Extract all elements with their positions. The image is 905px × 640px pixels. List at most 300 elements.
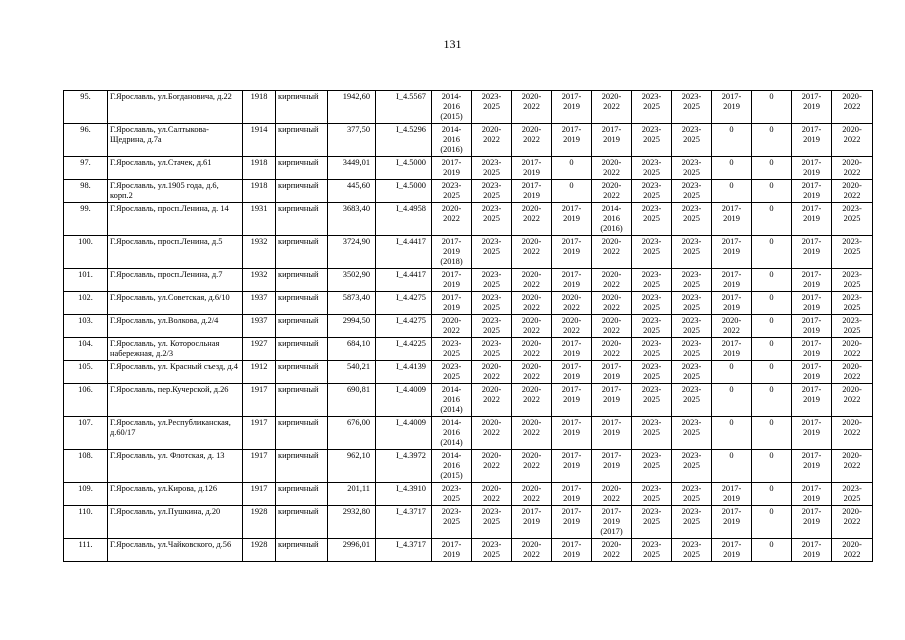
address-cell: Г.Ярославль, ул.Республиканская, д.60/17 xyxy=(108,417,243,450)
period-cell: 2017-2019 xyxy=(712,269,752,292)
address-cell: Г.Ярославль, ул.1905 года, д.6, корп.2 xyxy=(108,180,243,203)
period-cell: 0 xyxy=(752,157,792,180)
period-cell: 2017-2019 xyxy=(792,124,832,157)
period-cell: 2023-2025 xyxy=(472,506,512,539)
period-cell: 2017-2019 xyxy=(792,315,832,338)
period-cell: 2023-2025 xyxy=(472,292,512,315)
period-cell: 2014-2016 (2014) xyxy=(432,417,472,450)
period-cell: 2023-2025 xyxy=(472,236,512,269)
period-cell: 2020-2022 xyxy=(512,91,552,124)
year-cell: 1918 xyxy=(243,180,276,203)
period-cell: 0 xyxy=(552,157,592,180)
period-cell: 2020-2022 xyxy=(592,338,632,361)
period-cell: 2020-2022 xyxy=(832,91,873,124)
row-number-cell: 110. xyxy=(64,506,108,539)
period-cell: 0 xyxy=(712,417,752,450)
row-number-cell: 104. xyxy=(64,338,108,361)
period-cell: 0 xyxy=(752,506,792,539)
period-cell: 2017-2019 xyxy=(552,361,592,384)
row-number-cell: 106. xyxy=(64,384,108,417)
table-row xyxy=(64,124,873,157)
period-cell: 2017-2019 xyxy=(592,361,632,384)
period-cell: 2023-2025 xyxy=(632,203,672,236)
period-cell: 2023-2025 xyxy=(672,91,712,124)
table-row xyxy=(64,483,873,506)
period-cell: 2023-2025 xyxy=(672,292,712,315)
address-cell: Г.Ярославль, ул.Волкова, д.2/4 xyxy=(108,315,243,338)
area-cell: 3683,40 xyxy=(328,203,376,236)
area-cell: 5873,40 xyxy=(328,292,376,315)
table-body xyxy=(64,91,873,562)
period-cell: 2023-2025 xyxy=(632,417,672,450)
year-cell: 1932 xyxy=(243,236,276,269)
period-cell: 2023-2025 xyxy=(672,417,712,450)
period-cell: 2017-2019 xyxy=(512,506,552,539)
period-cell: 2020-2022 xyxy=(512,236,552,269)
period-cell: 2023-2025 xyxy=(632,269,672,292)
period-cell: 2017-2019 xyxy=(592,450,632,483)
period-cell: 2023-2025 xyxy=(672,483,712,506)
year-cell: 1931 xyxy=(243,203,276,236)
area-cell: 2994,50 xyxy=(328,315,376,338)
area-cell: 684,10 xyxy=(328,338,376,361)
material-cell: кирпичный xyxy=(276,384,328,417)
period-cell: 2020-2022 xyxy=(592,292,632,315)
material-cell: кирпичный xyxy=(276,91,328,124)
period-cell: 2023-2025 xyxy=(632,236,672,269)
code-cell: I_4.4417 xyxy=(376,236,432,269)
year-cell: 1914 xyxy=(243,124,276,157)
period-cell: 2023-2025 xyxy=(632,91,672,124)
material-cell: кирпичный xyxy=(276,338,328,361)
period-cell: 2020-2022 xyxy=(592,539,632,562)
period-cell: 2020-2022 xyxy=(512,483,552,506)
period-cell: 0 xyxy=(712,157,752,180)
period-cell: 2020-2022 xyxy=(512,292,552,315)
period-cell: 2023-2025 xyxy=(672,180,712,203)
code-cell: I_4.4225 xyxy=(376,338,432,361)
period-cell: 2014-2016 (2016) xyxy=(592,203,632,236)
period-cell: 2023-2025 xyxy=(632,384,672,417)
address-cell: Г.Ярославль, ул.Салтыкова-Щедрина, д.7а xyxy=(108,124,243,157)
period-cell: 2020-2022 xyxy=(512,338,552,361)
period-cell: 2020-2022 xyxy=(592,236,632,269)
period-cell: 2017-2019 xyxy=(792,157,832,180)
year-cell: 1932 xyxy=(243,269,276,292)
period-cell: 2023-2025 xyxy=(632,124,672,157)
period-cell: 2020-2022 xyxy=(832,124,873,157)
period-cell: 2020-2022 xyxy=(472,124,512,157)
period-cell: 2020-2022 xyxy=(512,384,552,417)
period-cell: 2023-2025 xyxy=(672,384,712,417)
period-cell: 2023-2025 xyxy=(472,157,512,180)
period-cell: 2020-2022 xyxy=(832,417,873,450)
period-cell: 2020-2022 xyxy=(552,292,592,315)
period-cell: 2017-2019 xyxy=(432,269,472,292)
material-cell: кирпичный xyxy=(276,450,328,483)
row-number-cell: 100. xyxy=(64,236,108,269)
period-cell: 2017-2019 xyxy=(552,91,592,124)
table-row xyxy=(64,315,873,338)
area-cell: 3502,90 xyxy=(328,269,376,292)
material-cell: кирпичный xyxy=(276,124,328,157)
period-cell: 2023-2025 xyxy=(472,269,512,292)
year-cell: 1918 xyxy=(243,91,276,124)
row-number-cell: 103. xyxy=(64,315,108,338)
period-cell: 2020-2022 xyxy=(832,450,873,483)
period-cell: 2023-2025 xyxy=(632,450,672,483)
row-number-cell: 105. xyxy=(64,361,108,384)
period-cell: 2017-2019 xyxy=(552,269,592,292)
period-cell: 2017-2019 xyxy=(712,483,752,506)
table-row xyxy=(64,269,873,292)
code-cell: I_4.4958 xyxy=(376,203,432,236)
period-cell: 2023-2025 xyxy=(432,483,472,506)
area-cell: 676,00 xyxy=(328,417,376,450)
period-cell: 2023-2025 xyxy=(632,180,672,203)
period-cell: 0 xyxy=(752,361,792,384)
period-cell: 2017-2019 xyxy=(712,539,752,562)
period-cell: 2017-2019 xyxy=(792,236,832,269)
period-cell: 2023-2025 xyxy=(472,338,512,361)
period-cell: 2023-2025 xyxy=(672,157,712,180)
period-cell: 2017-2019 xyxy=(552,203,592,236)
period-cell: 2017-2019 xyxy=(712,203,752,236)
period-cell: 2023-2025 xyxy=(472,180,512,203)
code-cell: I_4.4009 xyxy=(376,417,432,450)
area-cell: 3449,01 xyxy=(328,157,376,180)
address-cell: Г.Ярославль, ул.Пушкина, д.20 xyxy=(108,506,243,539)
year-cell: 1917 xyxy=(243,450,276,483)
year-cell: 1917 xyxy=(243,483,276,506)
address-cell: Г.Ярославль, пер.Кучерской, д.26 xyxy=(108,384,243,417)
period-cell: 2017-2019 xyxy=(792,384,832,417)
period-cell: 2023-2025 xyxy=(832,236,873,269)
period-cell: 2023-2025 xyxy=(672,236,712,269)
period-cell: 0 xyxy=(752,450,792,483)
period-cell: 0 xyxy=(752,292,792,315)
housing-table xyxy=(63,90,873,562)
area-cell: 540,21 xyxy=(328,361,376,384)
address-cell: Г.Ярославль, ул. Которосльная набережная, д.2/3 xyxy=(108,338,243,361)
material-cell: кирпичный xyxy=(276,157,328,180)
period-cell: 2020-2022 xyxy=(592,269,632,292)
period-cell: 2017-2019 xyxy=(552,338,592,361)
period-cell: 2023-2025 xyxy=(832,292,873,315)
period-cell: 0 xyxy=(752,203,792,236)
row-number-cell: 98. xyxy=(64,180,108,203)
code-cell: I_4.5000 xyxy=(376,180,432,203)
address-cell: Г.Ярославль, ул.Чайковского, д.56 xyxy=(108,539,243,562)
period-cell: 2020-2022 xyxy=(512,450,552,483)
table-row xyxy=(64,384,873,417)
period-cell: 2023-2025 xyxy=(472,91,512,124)
period-cell: 2020-2022 xyxy=(592,315,632,338)
period-cell: 2014-2016 (2016) xyxy=(432,124,472,157)
code-cell: I_4.3717 xyxy=(376,539,432,562)
table-row xyxy=(64,338,873,361)
period-cell: 2023-2025 xyxy=(432,180,472,203)
year-cell: 1927 xyxy=(243,338,276,361)
material-cell: кирпичный xyxy=(276,539,328,562)
period-cell: 2023-2025 xyxy=(632,361,672,384)
period-cell: 2023-2025 xyxy=(632,315,672,338)
period-cell: 2020-2022 xyxy=(512,361,552,384)
area-cell: 690,81 xyxy=(328,384,376,417)
period-cell: 2014-2016 (2015) xyxy=(432,91,472,124)
period-cell: 2023-2025 xyxy=(472,203,512,236)
period-cell: 2023-2025 xyxy=(672,124,712,157)
year-cell: 1917 xyxy=(243,384,276,417)
row-number-cell: 109. xyxy=(64,483,108,506)
row-number-cell: 111. xyxy=(64,539,108,562)
period-cell: 0 xyxy=(752,539,792,562)
period-cell: 2017-2019 xyxy=(552,236,592,269)
period-cell: 2017-2019 xyxy=(712,506,752,539)
period-cell: 0 xyxy=(752,417,792,450)
row-number-cell: 108. xyxy=(64,450,108,483)
period-cell: 2017-2019 xyxy=(792,539,832,562)
period-cell: 2020-2022 xyxy=(832,506,873,539)
period-cell: 2020-2022 xyxy=(592,180,632,203)
period-cell: 2023-2025 xyxy=(432,338,472,361)
material-cell: кирпичный xyxy=(276,292,328,315)
period-cell: 2020-2022 xyxy=(432,315,472,338)
material-cell: кирпичный xyxy=(276,417,328,450)
period-cell: 0 xyxy=(752,91,792,124)
period-cell: 2017-2019 xyxy=(712,292,752,315)
period-cell: 2023-2025 xyxy=(632,338,672,361)
area-cell: 1942,60 xyxy=(328,91,376,124)
period-cell: 0 xyxy=(752,384,792,417)
period-cell: 2023-2025 xyxy=(472,539,512,562)
area-cell: 2932,80 xyxy=(328,506,376,539)
area-cell: 445,60 xyxy=(328,180,376,203)
period-cell: 0 xyxy=(752,338,792,361)
period-cell: 2014-2016 (2015) xyxy=(432,450,472,483)
address-cell: Г.Ярославль, ул.Кирова, д.126 xyxy=(108,483,243,506)
period-cell: 2023-2025 xyxy=(632,539,672,562)
code-cell: I_4.4139 xyxy=(376,361,432,384)
area-cell: 962,10 xyxy=(328,450,376,483)
table-row xyxy=(64,417,873,450)
period-cell: 2014-2016 (2014) xyxy=(432,384,472,417)
row-number-cell: 95. xyxy=(64,91,108,124)
period-cell: 2020-2022 xyxy=(832,539,873,562)
period-cell: 2017-2019 xyxy=(552,417,592,450)
period-cell: 2017-2019 xyxy=(552,124,592,157)
code-cell: I_4.4275 xyxy=(376,292,432,315)
address-cell: Г.Ярославль, ул.Советская, д.6/10 xyxy=(108,292,243,315)
period-cell: 0 xyxy=(712,180,752,203)
period-cell: 2020-2022 xyxy=(832,361,873,384)
period-cell: 2020-2022 xyxy=(832,180,873,203)
period-cell: 2023-2025 xyxy=(672,539,712,562)
period-cell: 2017-2019 xyxy=(712,236,752,269)
period-cell: 2023-2025 xyxy=(672,269,712,292)
table-row xyxy=(64,506,873,539)
table-row xyxy=(64,236,873,269)
year-cell: 1918 xyxy=(243,157,276,180)
period-cell: 2023-2025 xyxy=(632,483,672,506)
address-cell: Г.Ярославль, просп.Ленина, д.7 xyxy=(108,269,243,292)
table-row xyxy=(64,450,873,483)
period-cell: 2023-2025 xyxy=(672,361,712,384)
period-cell: 2023-2025 xyxy=(432,506,472,539)
period-cell: 0 xyxy=(712,361,752,384)
period-cell: 2023-2025 xyxy=(632,292,672,315)
period-cell: 0 xyxy=(752,180,792,203)
period-cell: 2020-2022 xyxy=(512,269,552,292)
material-cell: кирпичный xyxy=(276,203,328,236)
row-number-cell: 99. xyxy=(64,203,108,236)
period-cell: 2017-2019 xyxy=(512,180,552,203)
period-cell: 2023-2025 xyxy=(432,361,472,384)
period-cell: 2017-2019 xyxy=(792,338,832,361)
row-number-cell: 96. xyxy=(64,124,108,157)
period-cell: 2017-2019 xyxy=(512,157,552,180)
period-cell: 2017-2019 xyxy=(792,417,832,450)
period-cell: 0 xyxy=(712,124,752,157)
address-cell: Г.Ярославль, ул.Стачек, д.61 xyxy=(108,157,243,180)
address-cell: Г.Ярославль, ул. Красный съезд, д.4 xyxy=(108,361,243,384)
table-row xyxy=(64,157,873,180)
table-row xyxy=(64,539,873,562)
period-cell: 2017-2019 xyxy=(552,539,592,562)
material-cell: кирпичный xyxy=(276,236,328,269)
code-cell: I_4.4275 xyxy=(376,315,432,338)
period-cell: 2020-2022 xyxy=(512,124,552,157)
period-cell: 0 xyxy=(752,483,792,506)
year-cell: 1937 xyxy=(243,315,276,338)
period-cell: 2017-2019 xyxy=(592,124,632,157)
period-cell: 2020-2022 xyxy=(472,361,512,384)
period-cell: 2017-2019 xyxy=(432,157,472,180)
period-cell: 2017-2019 xyxy=(792,269,832,292)
address-cell: Г.Ярославль, просп.Ленина, д. 14 xyxy=(108,203,243,236)
period-cell: 2023-2025 xyxy=(832,269,873,292)
period-cell: 2023-2025 xyxy=(832,483,873,506)
period-cell: 2017-2019 xyxy=(792,91,832,124)
period-cell: 0 xyxy=(752,315,792,338)
address-cell: Г.Ярославль, просп.Ленина, д.5 xyxy=(108,236,243,269)
period-cell: 2020-2022 xyxy=(472,450,512,483)
period-cell: 2020-2022 xyxy=(512,539,552,562)
period-cell: 0 xyxy=(752,236,792,269)
period-cell: 2020-2022 xyxy=(512,315,552,338)
period-cell: 2020-2022 xyxy=(472,483,512,506)
period-cell: 2017-2019 xyxy=(552,483,592,506)
row-number-cell: 101. xyxy=(64,269,108,292)
period-cell: 2020-2022 xyxy=(472,384,512,417)
material-cell: кирпичный xyxy=(276,361,328,384)
period-cell: 2020-2022 xyxy=(512,203,552,236)
period-cell: 2017-2019 xyxy=(792,292,832,315)
period-cell: 2020-2022 xyxy=(432,203,472,236)
period-cell: 2017-2019 xyxy=(432,292,472,315)
period-cell: 2017-2019 xyxy=(592,417,632,450)
row-number-cell: 107. xyxy=(64,417,108,450)
address-cell: Г.Ярославль, ул. Флотская, д. 13 xyxy=(108,450,243,483)
table-row xyxy=(64,292,873,315)
period-cell: 2020-2022 xyxy=(832,384,873,417)
year-cell: 1917 xyxy=(243,417,276,450)
period-cell: 2017-2019 xyxy=(792,483,832,506)
period-cell: 2017-2019 xyxy=(792,203,832,236)
period-cell: 2023-2025 xyxy=(832,203,873,236)
code-cell: I_4.3717 xyxy=(376,506,432,539)
period-cell: 2020-2022 xyxy=(712,315,752,338)
row-number-cell: 97. xyxy=(64,157,108,180)
code-cell: I_4.4009 xyxy=(376,384,432,417)
period-cell: 2020-2022 xyxy=(472,417,512,450)
period-cell: 2023-2025 xyxy=(672,315,712,338)
material-cell: кирпичный xyxy=(276,506,328,539)
period-cell: 2017-2019 xyxy=(552,384,592,417)
period-cell: 2020-2022 xyxy=(512,417,552,450)
period-cell: 2020-2022 xyxy=(592,157,632,180)
period-cell: 2020-2022 xyxy=(592,91,632,124)
row-number-cell: 102. xyxy=(64,292,108,315)
table-row xyxy=(64,361,873,384)
year-cell: 1928 xyxy=(243,506,276,539)
period-cell: 2020-2022 xyxy=(592,483,632,506)
area-cell: 377,50 xyxy=(328,124,376,157)
table-row xyxy=(64,203,873,236)
period-cell: 2023-2025 xyxy=(672,203,712,236)
period-cell: 2017-2019 xyxy=(592,384,632,417)
period-cell: 2023-2025 xyxy=(632,506,672,539)
period-cell: 0 xyxy=(752,124,792,157)
period-cell: 2017-2019 xyxy=(552,450,592,483)
period-cell: 2023-2025 xyxy=(672,338,712,361)
material-cell: кирпичный xyxy=(276,269,328,292)
period-cell: 2017-2019 (2017) xyxy=(592,506,632,539)
address-cell: Г.Ярославль, ул.Богдановича, д.22 xyxy=(108,91,243,124)
period-cell: 2020-2022 xyxy=(552,315,592,338)
period-cell: 2020-2022 xyxy=(832,338,873,361)
code-cell: I_4.5567 xyxy=(376,91,432,124)
code-cell: I_4.5000 xyxy=(376,157,432,180)
period-cell: 2017-2019 (2018) xyxy=(432,236,472,269)
year-cell: 1928 xyxy=(243,539,276,562)
area-cell: 3724,90 xyxy=(328,236,376,269)
year-cell: 1912 xyxy=(243,361,276,384)
code-cell: I_4.3972 xyxy=(376,450,432,483)
period-cell: 2017-2019 xyxy=(712,338,752,361)
table-row xyxy=(64,91,873,124)
code-cell: I_4.3910 xyxy=(376,483,432,506)
page-number: 131 xyxy=(443,37,462,51)
period-cell: 2017-2019 xyxy=(792,361,832,384)
period-cell: 2017-2019 xyxy=(792,450,832,483)
code-cell: I_4.4417 xyxy=(376,269,432,292)
code-cell: I_4.5296 xyxy=(376,124,432,157)
material-cell: кирпичный xyxy=(276,180,328,203)
period-cell: 2023-2025 xyxy=(632,157,672,180)
material-cell: кирпичный xyxy=(276,315,328,338)
period-cell: 2023-2025 xyxy=(472,315,512,338)
table-row xyxy=(64,180,873,203)
year-cell: 1937 xyxy=(243,292,276,315)
period-cell: 2017-2019 xyxy=(792,180,832,203)
area-cell: 2996,01 xyxy=(328,539,376,562)
period-cell: 2023-2025 xyxy=(672,506,712,539)
period-cell: 2017-2019 xyxy=(792,506,832,539)
period-cell: 2020-2022 xyxy=(832,157,873,180)
period-cell: 2017-2019 xyxy=(552,506,592,539)
material-cell: кирпичный xyxy=(276,483,328,506)
